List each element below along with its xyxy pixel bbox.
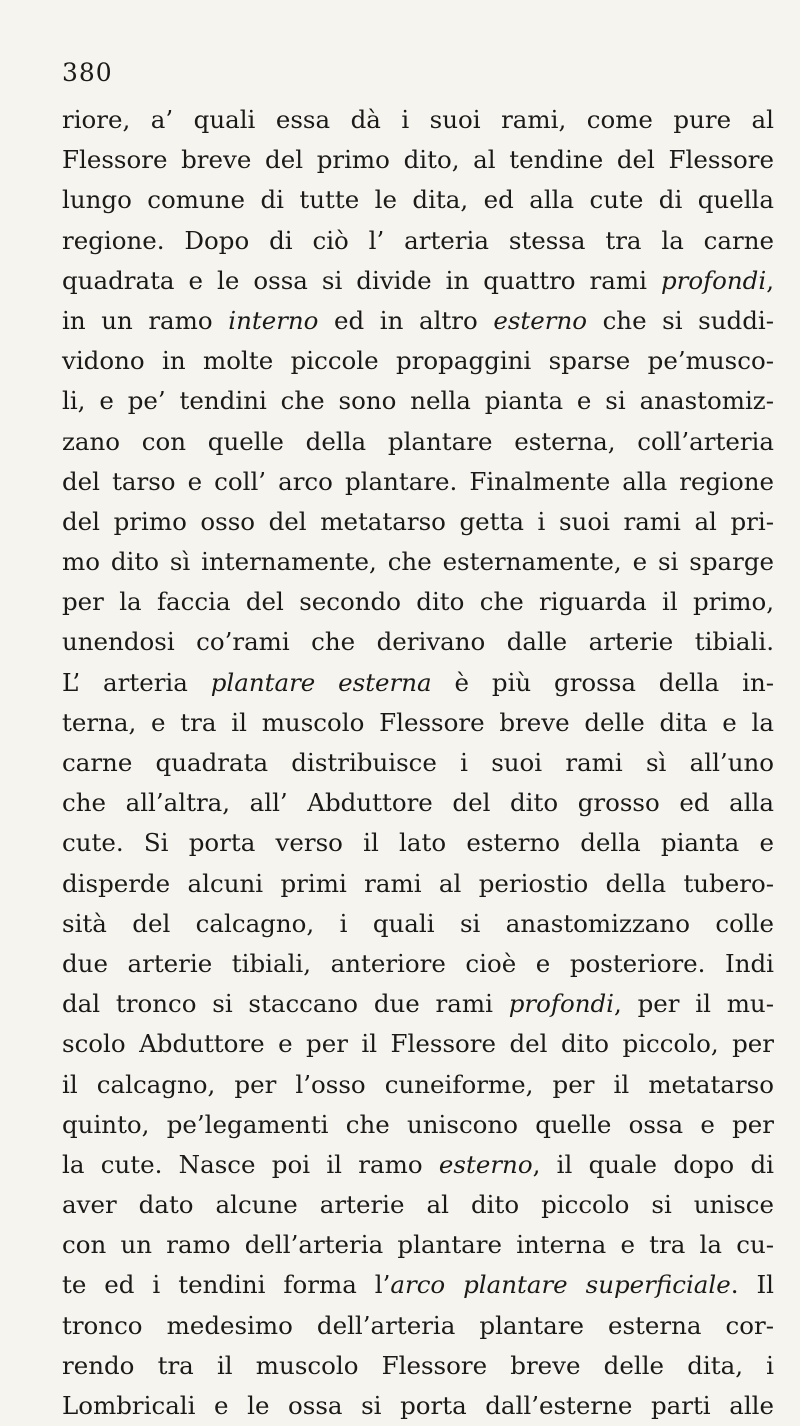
italic-term: profondi: [508, 989, 614, 1019]
text-line: [62, 1024, 774, 1064]
italic-term: plantare esterna: [210, 667, 432, 697]
text-run: disperde alcuni primi rami al periostio della tubero-: [62, 868, 774, 898]
text-run: quadrata e le ossa si divide in quattro rami: [62, 265, 661, 295]
text-run: che all’altra, all’ Abduttore del dito grosso ed alla: [62, 788, 774, 818]
italic-term: interno: [228, 305, 319, 335]
text-run: scolo Abduttore e per il Flessore del dito piccolo, per: [62, 1029, 774, 1059]
text-line: [62, 663, 774, 703]
text-line: [62, 1065, 774, 1105]
text-run: te ed i tendini forma l’: [62, 1270, 391, 1300]
text-run: riore, a’ quali essa dà i suoi rami, come pure al: [62, 105, 774, 134]
italic-term: arco plantare superficiale: [390, 1270, 731, 1300]
text-line: [62, 823, 774, 863]
text-line: [62, 904, 774, 944]
text-run: rendo tra il muscolo Flessore breve delle dita, i: [62, 1350, 774, 1380]
text-line: [62, 221, 774, 261]
text-run: del tarso e coll’ arco plantare. Finalmente alla regione: [62, 466, 774, 496]
italic-term: profondi: [660, 265, 767, 295]
text-run: vidono in molte piccole propaggini sparse pe’musco-: [62, 346, 774, 376]
text-line: [62, 542, 774, 582]
text-run: , per il mu-: [614, 989, 774, 1019]
text-line: [62, 582, 774, 622]
text-run: due arterie tibiali, anteriore cioè e posteriore. Indi: [62, 948, 774, 978]
text-run: carne quadrata distribuisce i suoi rami sì all’uno: [62, 748, 774, 777]
text-line: [62, 1145, 774, 1185]
text-run: L’ arteria: [62, 667, 211, 697]
page-number: 380: [62, 58, 113, 87]
text-run: per la faccia del secondo dito che riguarda il primo,: [62, 587, 774, 617]
text-run: che si suddi-: [587, 305, 774, 335]
text-run: zano con quelle della plantare esterna, coll’arteria: [62, 426, 774, 456]
text-run: aver dato alcune arterie al dito piccolo si unisce: [62, 1190, 774, 1220]
text-line: [62, 743, 774, 783]
body-text: [62, 100, 774, 1426]
text-run: tronco medesimo dell’arteria plantare esterna cor-: [62, 1310, 774, 1340]
text-run: cute. Si porta verso il lato esterno della pianta e: [62, 828, 774, 858]
text-line: [62, 1225, 774, 1265]
text-line: [62, 1105, 774, 1145]
text-line: [62, 180, 774, 220]
text-line: [62, 341, 774, 381]
text-line: [62, 502, 774, 542]
text-run: è più grossa della in-: [431, 667, 775, 697]
text-line: [62, 783, 774, 823]
text-line: [62, 622, 774, 662]
text-line: [62, 1185, 774, 1225]
text-run: mo dito sì internamente, che esternamente, e si sparge: [62, 547, 774, 577]
text-line: [62, 422, 774, 462]
text-line: [62, 864, 774, 904]
text-run: terna, e tra il muscolo Flessore breve delle dita e la: [62, 707, 774, 737]
text-line: [62, 100, 774, 140]
text-run: ,: [766, 265, 774, 295]
text-line: [62, 261, 774, 301]
text-run: . Il: [730, 1270, 774, 1300]
text-run: lungo comune di tutte le dita, ed alla cute di quella: [62, 185, 774, 215]
text-run: quinto, pe’legamenti che uniscono quelle ossa e per: [62, 1109, 774, 1139]
text-line: [62, 381, 774, 421]
text-line: [62, 1265, 774, 1305]
text-line: [62, 462, 774, 502]
text-run: , il quale dopo di: [532, 1149, 774, 1179]
text-run: unendosi co’rami che derivano dalle arterie tibiali.: [62, 627, 774, 657]
text-line: [62, 944, 774, 984]
text-run: li, e pe’ tendini che sono nella pianta e si anastomiz-: [62, 386, 774, 416]
italic-term: esterno: [438, 1149, 533, 1179]
text-line: [62, 984, 774, 1024]
text-line: [62, 140, 774, 180]
text-run: del primo osso del metatarso getta i suoi rami al pri-: [62, 506, 774, 536]
text-line: [62, 301, 774, 341]
text-run: ed in altro: [318, 305, 494, 335]
text-line: [62, 703, 774, 743]
text-run: Flessore breve del primo dito, al tendine del Flessore: [62, 145, 774, 175]
text-run: Lombricali e le ossa si porta dall’esterne parti alle: [62, 1391, 774, 1420]
text-line: [62, 1386, 774, 1426]
text-run: dal tronco si staccano due rami: [62, 989, 509, 1019]
text-run: il calcagno, per l’osso cuneiforme, per il metatarso: [62, 1069, 774, 1099]
text-run: la cute. Nasce poi il ramo: [62, 1149, 439, 1179]
text-run: in un ramo: [62, 305, 229, 335]
text-run: sità del calcagno, i quali si anastomizzano colle: [62, 908, 774, 938]
text-line: [62, 1306, 774, 1346]
italic-term: esterno: [493, 305, 587, 335]
text-run: regione. Dopo di ciò l’ arteria stessa tra la carne: [62, 225, 774, 255]
text-line: [62, 1346, 774, 1386]
text-run: con un ramo dell’arteria plantare interna e tra la cu-: [62, 1230, 774, 1260]
